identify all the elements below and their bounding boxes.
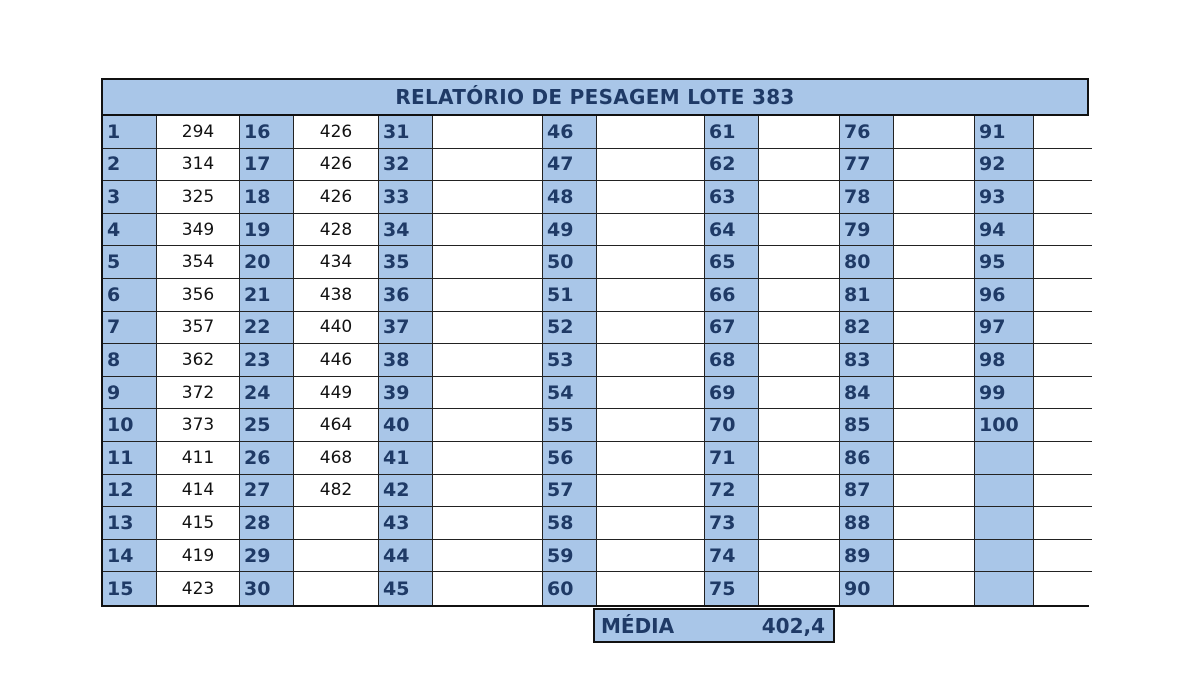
entry-weight xyxy=(759,312,840,345)
entry-weight xyxy=(597,540,705,573)
entry-weight xyxy=(597,409,705,442)
entry-number: 92 xyxy=(975,149,1034,182)
entry-weight xyxy=(433,279,543,312)
entry-number: 70 xyxy=(705,409,759,442)
entry-weight xyxy=(894,116,975,149)
entry-number: 47 xyxy=(543,149,597,182)
entry-weight xyxy=(759,572,840,605)
entry-number xyxy=(975,475,1034,508)
entry-number xyxy=(975,442,1034,475)
entry-number: 12 xyxy=(103,475,157,508)
entry-number: 93 xyxy=(975,181,1034,214)
entry-number xyxy=(975,540,1034,573)
entry-weight xyxy=(1034,344,1092,377)
entry-weight: 411 xyxy=(157,442,240,475)
entry-number: 60 xyxy=(543,572,597,605)
entry-number: 65 xyxy=(705,246,759,279)
entry-weight xyxy=(294,572,379,605)
entry-number: 36 xyxy=(379,279,433,312)
entry-number: 9 xyxy=(103,377,157,410)
average-box xyxy=(593,608,835,643)
entry-number: 30 xyxy=(240,572,294,605)
entry-weight xyxy=(759,475,840,508)
entry-number: 55 xyxy=(543,409,597,442)
entry-number: 52 xyxy=(543,312,597,345)
entry-weight xyxy=(597,149,705,182)
entry-number: 25 xyxy=(240,409,294,442)
entry-weight xyxy=(759,442,840,475)
entry-weight xyxy=(759,540,840,573)
entry-number: 75 xyxy=(705,572,759,605)
entry-weight xyxy=(433,377,543,410)
entry-weight: 426 xyxy=(294,149,379,182)
entry-number: 98 xyxy=(975,344,1034,377)
entry-weight xyxy=(433,344,543,377)
entry-number: 5 xyxy=(103,246,157,279)
entry-number: 19 xyxy=(240,214,294,247)
weights-grid xyxy=(103,116,1087,605)
entry-weight xyxy=(759,181,840,214)
entry-weight xyxy=(597,312,705,345)
entry-number: 78 xyxy=(840,181,894,214)
entry-weight xyxy=(1034,377,1092,410)
entry-number: 4 xyxy=(103,214,157,247)
entry-number: 88 xyxy=(840,507,894,540)
entry-number: 20 xyxy=(240,246,294,279)
entry-number: 2 xyxy=(103,149,157,182)
entry-weight: 325 xyxy=(157,181,240,214)
entry-number: 81 xyxy=(840,279,894,312)
entry-weight xyxy=(433,214,543,247)
entry-number: 96 xyxy=(975,279,1034,312)
entry-number: 35 xyxy=(379,246,433,279)
entry-number: 50 xyxy=(543,246,597,279)
entry-number: 11 xyxy=(103,442,157,475)
entry-weight xyxy=(894,507,975,540)
entry-weight xyxy=(433,409,543,442)
entry-number: 73 xyxy=(705,507,759,540)
entry-weight: 426 xyxy=(294,181,379,214)
entry-weight xyxy=(597,377,705,410)
entry-weight xyxy=(1034,116,1092,149)
entry-weight xyxy=(597,181,705,214)
entry-number xyxy=(975,572,1034,605)
entry-number: 77 xyxy=(840,149,894,182)
entry-weight: 419 xyxy=(157,540,240,573)
entry-number: 46 xyxy=(543,116,597,149)
entry-weight xyxy=(433,540,543,573)
entry-weight: 373 xyxy=(157,409,240,442)
entry-number: 34 xyxy=(379,214,433,247)
entry-weight xyxy=(1034,409,1092,442)
entry-number: 13 xyxy=(103,507,157,540)
entry-number: 16 xyxy=(240,116,294,149)
entry-weight: 354 xyxy=(157,246,240,279)
entry-weight: 482 xyxy=(294,475,379,508)
entry-number: 48 xyxy=(543,181,597,214)
entry-number: 32 xyxy=(379,149,433,182)
entry-weight xyxy=(759,344,840,377)
entry-number: 71 xyxy=(705,442,759,475)
entry-weight: 356 xyxy=(157,279,240,312)
entry-weight: 362 xyxy=(157,344,240,377)
entry-number: 67 xyxy=(705,312,759,345)
entry-number: 100 xyxy=(975,409,1034,442)
entry-number: 56 xyxy=(543,442,597,475)
entry-number: 86 xyxy=(840,442,894,475)
entry-weight xyxy=(1034,149,1092,182)
entry-weight xyxy=(894,540,975,573)
entry-weight xyxy=(759,409,840,442)
entry-number: 43 xyxy=(379,507,433,540)
entry-number: 17 xyxy=(240,149,294,182)
average-value: 402,4 xyxy=(761,613,825,638)
entry-weight: 426 xyxy=(294,116,379,149)
entry-number: 83 xyxy=(840,344,894,377)
entry-number: 6 xyxy=(103,279,157,312)
entry-weight xyxy=(894,344,975,377)
entry-weight xyxy=(433,442,543,475)
entry-weight xyxy=(894,149,975,182)
entry-weight: 449 xyxy=(294,377,379,410)
entry-number: 99 xyxy=(975,377,1034,410)
entry-number: 90 xyxy=(840,572,894,605)
entry-weight xyxy=(597,279,705,312)
entry-number: 23 xyxy=(240,344,294,377)
entry-number: 68 xyxy=(705,344,759,377)
entry-number: 69 xyxy=(705,377,759,410)
entry-weight: 357 xyxy=(157,312,240,345)
entry-number: 31 xyxy=(379,116,433,149)
entry-number: 72 xyxy=(705,475,759,508)
entry-weight xyxy=(1034,279,1092,312)
entry-number: 14 xyxy=(103,540,157,573)
average-label: MÉDIA xyxy=(601,613,675,638)
entry-weight xyxy=(1034,181,1092,214)
entry-weight xyxy=(433,312,543,345)
entry-number: 24 xyxy=(240,377,294,410)
entry-number: 38 xyxy=(379,344,433,377)
entry-number: 89 xyxy=(840,540,894,573)
entry-weight xyxy=(433,572,543,605)
entry-weight: 349 xyxy=(157,214,240,247)
entry-weight xyxy=(294,507,379,540)
entry-number: 94 xyxy=(975,214,1034,247)
entry-number: 54 xyxy=(543,377,597,410)
entry-number: 85 xyxy=(840,409,894,442)
entry-weight: 414 xyxy=(157,475,240,508)
entry-number: 80 xyxy=(840,246,894,279)
entry-number: 58 xyxy=(543,507,597,540)
entry-number: 21 xyxy=(240,279,294,312)
entry-weight xyxy=(597,442,705,475)
entry-weight xyxy=(597,572,705,605)
entry-weight xyxy=(894,377,975,410)
entry-number: 79 xyxy=(840,214,894,247)
entry-weight xyxy=(433,475,543,508)
entry-weight xyxy=(597,246,705,279)
entry-number: 22 xyxy=(240,312,294,345)
entry-weight xyxy=(759,507,840,540)
entry-number: 66 xyxy=(705,279,759,312)
entry-number: 37 xyxy=(379,312,433,345)
weighing-report-table xyxy=(101,78,1089,607)
entry-number: 62 xyxy=(705,149,759,182)
entry-weight xyxy=(1034,312,1092,345)
entry-weight xyxy=(759,246,840,279)
entry-weight xyxy=(597,507,705,540)
entry-weight xyxy=(1034,214,1092,247)
entry-weight xyxy=(1034,442,1092,475)
entry-number: 39 xyxy=(379,377,433,410)
entry-weight: 372 xyxy=(157,377,240,410)
report-title: RELATÓRIO DE PESAGEM LOTE 383 xyxy=(103,80,1087,116)
entry-weight xyxy=(433,507,543,540)
entry-weight: 446 xyxy=(294,344,379,377)
entry-number: 18 xyxy=(240,181,294,214)
entry-weight xyxy=(759,149,840,182)
entry-weight: 440 xyxy=(294,312,379,345)
entry-weight: 294 xyxy=(157,116,240,149)
entry-number: 82 xyxy=(840,312,894,345)
entry-number: 28 xyxy=(240,507,294,540)
entry-number: 64 xyxy=(705,214,759,247)
entry-number: 8 xyxy=(103,344,157,377)
entry-number: 91 xyxy=(975,116,1034,149)
entry-weight xyxy=(433,246,543,279)
entry-weight: 464 xyxy=(294,409,379,442)
entry-weight: 438 xyxy=(294,279,379,312)
entry-number: 33 xyxy=(379,181,433,214)
entry-weight xyxy=(759,279,840,312)
entry-number: 26 xyxy=(240,442,294,475)
entry-number: 1 xyxy=(103,116,157,149)
entry-number: 10 xyxy=(103,409,157,442)
entry-weight xyxy=(894,279,975,312)
entry-weight: 423 xyxy=(157,572,240,605)
entry-number: 15 xyxy=(103,572,157,605)
entry-number: 41 xyxy=(379,442,433,475)
entry-number: 3 xyxy=(103,181,157,214)
entry-weight: 428 xyxy=(294,214,379,247)
entry-number: 59 xyxy=(543,540,597,573)
entry-number: 49 xyxy=(543,214,597,247)
entry-number: 84 xyxy=(840,377,894,410)
entry-number: 97 xyxy=(975,312,1034,345)
entry-number: 51 xyxy=(543,279,597,312)
entry-weight xyxy=(894,312,975,345)
entry-weight xyxy=(1034,540,1092,573)
entry-number: 45 xyxy=(379,572,433,605)
entry-weight xyxy=(759,116,840,149)
entry-weight: 468 xyxy=(294,442,379,475)
entry-number: 27 xyxy=(240,475,294,508)
entry-number: 76 xyxy=(840,116,894,149)
entry-weight xyxy=(1034,246,1092,279)
entry-weight xyxy=(1034,475,1092,508)
entry-weight xyxy=(894,475,975,508)
entry-weight xyxy=(294,540,379,573)
entry-weight: 434 xyxy=(294,246,379,279)
entry-weight xyxy=(894,409,975,442)
entry-number: 40 xyxy=(379,409,433,442)
entry-number: 61 xyxy=(705,116,759,149)
entry-weight xyxy=(1034,507,1092,540)
entry-weight xyxy=(759,214,840,247)
entry-number: 42 xyxy=(379,475,433,508)
entry-weight xyxy=(433,149,543,182)
entry-weight xyxy=(433,181,543,214)
entry-number: 44 xyxy=(379,540,433,573)
entry-weight xyxy=(894,442,975,475)
entry-weight xyxy=(894,214,975,247)
entry-weight xyxy=(894,181,975,214)
entry-weight xyxy=(597,475,705,508)
entry-weight xyxy=(597,116,705,149)
entry-weight xyxy=(759,377,840,410)
entry-number: 57 xyxy=(543,475,597,508)
entry-number: 7 xyxy=(103,312,157,345)
entry-number xyxy=(975,507,1034,540)
entry-number: 74 xyxy=(705,540,759,573)
entry-weight xyxy=(1034,572,1092,605)
entry-number: 29 xyxy=(240,540,294,573)
entry-weight xyxy=(894,572,975,605)
entry-weight: 314 xyxy=(157,149,240,182)
entry-weight xyxy=(597,214,705,247)
entry-weight xyxy=(433,116,543,149)
entry-number: 53 xyxy=(543,344,597,377)
entry-weight xyxy=(597,344,705,377)
entry-number: 63 xyxy=(705,181,759,214)
entry-weight: 415 xyxy=(157,507,240,540)
entry-number: 87 xyxy=(840,475,894,508)
entry-number: 95 xyxy=(975,246,1034,279)
entry-weight xyxy=(894,246,975,279)
